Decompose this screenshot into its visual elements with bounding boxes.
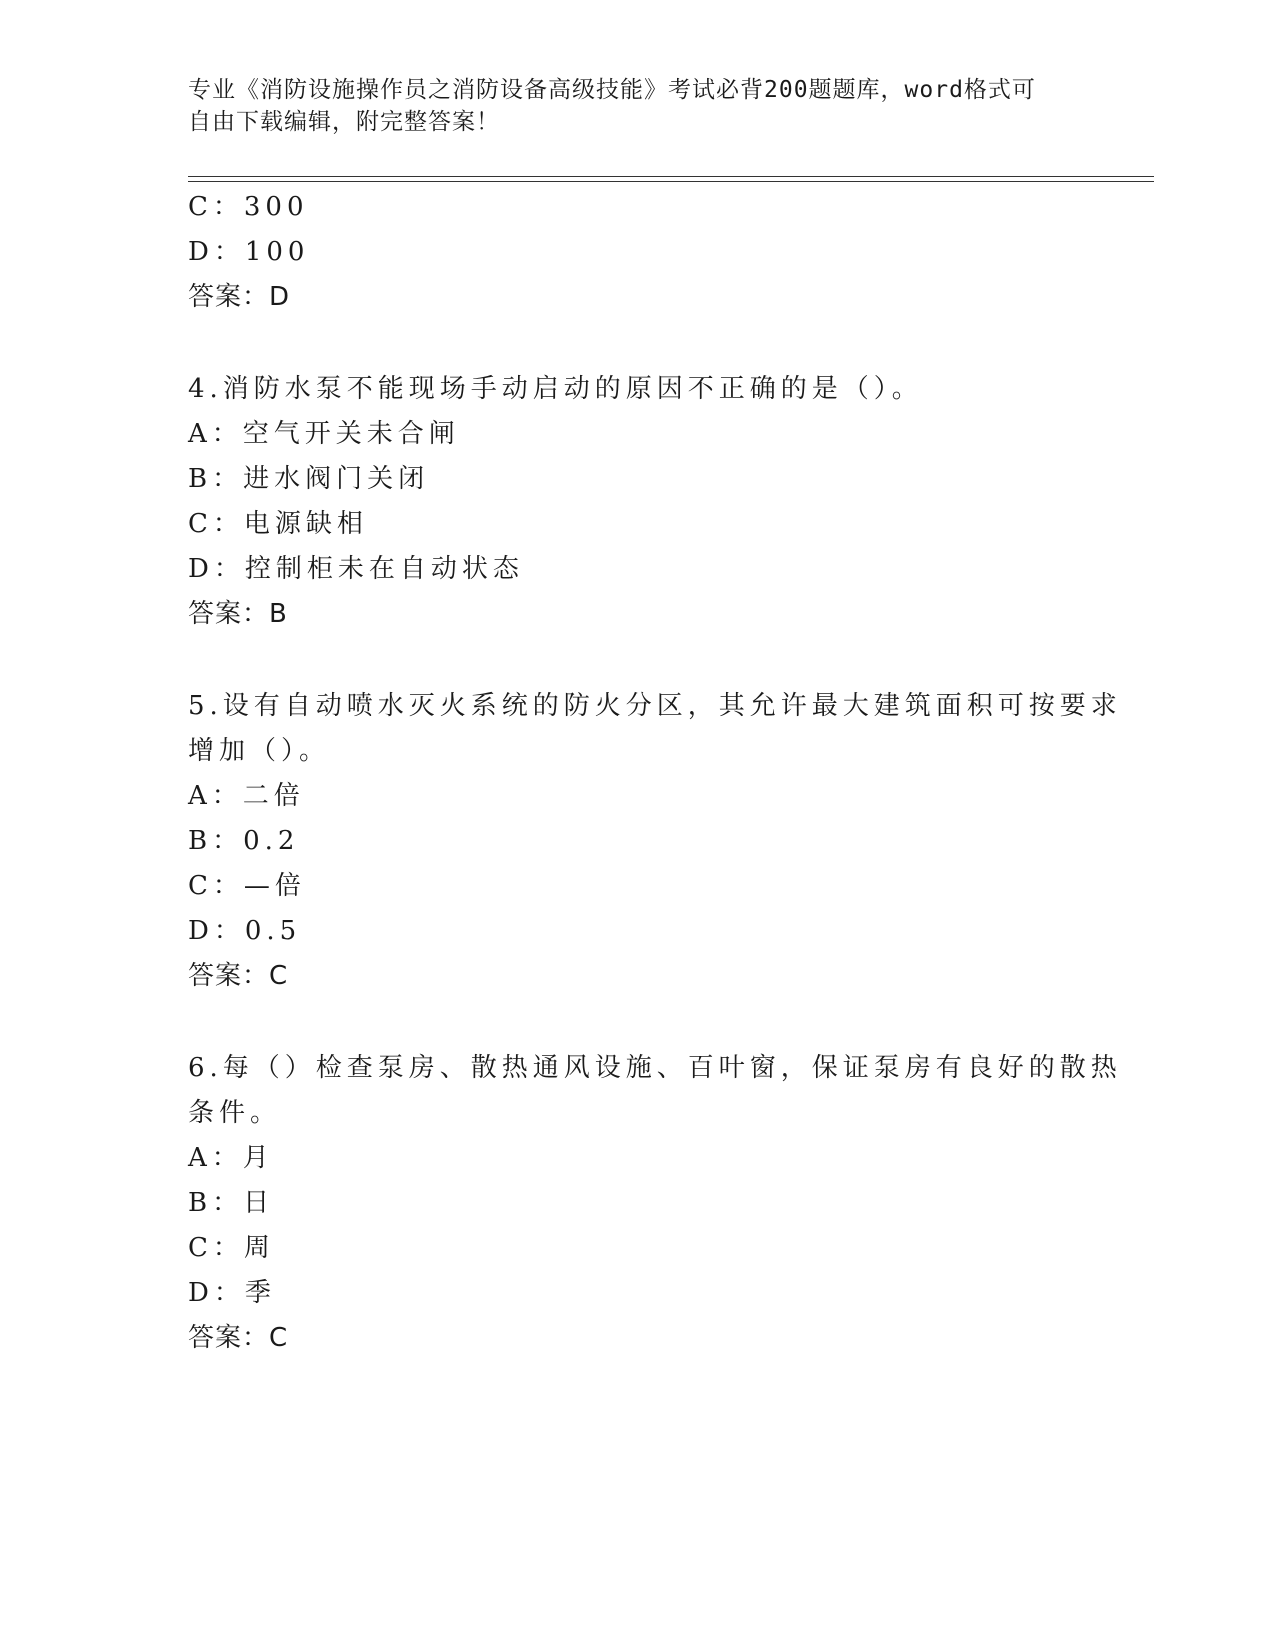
q3-option-d: D：100 xyxy=(188,237,310,267)
q5-question-line-2: 增加（）。 xyxy=(188,736,331,766)
q5-option-d: D：0.5 xyxy=(188,916,302,946)
q5-option-c: C：—倍 xyxy=(188,871,306,901)
q5-question-line-1: 5.设有自动喷水灭火系统的防火分区，其允许最大建筑面积可按要求 xyxy=(188,691,1122,721)
q4-question: 4.消防水泵不能现场手动启动的原因不正确的是（）。 xyxy=(188,374,923,404)
q6-answer: 答案：C xyxy=(188,1323,289,1353)
q5-option-b: B：0.2 xyxy=(188,826,300,856)
q6-option-d: D：季 xyxy=(188,1278,276,1308)
q5-option-a: A：二倍 xyxy=(188,781,305,811)
q4-option-a: A：空气开关未合闸 xyxy=(188,419,460,449)
header-title-line-2: 自由下载编辑，附完整答案！ xyxy=(188,109,500,135)
q3-option-c: C：300 xyxy=(188,192,309,222)
q6-question-line-1: 6.每（）检查泵房、散热通风设施、百叶窗，保证泵房有良好的散热 xyxy=(188,1053,1122,1083)
q6-option-c: C：周 xyxy=(188,1233,275,1263)
header-divider-top xyxy=(188,176,1154,177)
q4-option-d: D：控制柜未在自动状态 xyxy=(188,554,524,584)
q5-answer: 答案：C xyxy=(188,961,289,991)
document-header xyxy=(188,74,1068,138)
q4-option-b: B：进水阀门关闭 xyxy=(188,464,430,494)
q3-answer: 答案：D xyxy=(188,282,291,312)
q6-question-line-2: 条件。 xyxy=(188,1098,282,1128)
q4-option-c: C：电源缺相 xyxy=(188,509,368,539)
header-divider-bottom xyxy=(188,181,1154,182)
q4-answer: 答案：B xyxy=(188,599,288,629)
q6-option-a: A：月 xyxy=(188,1143,274,1173)
header-title-line-1: 专业《消防设施操作员之消防设备高级技能》考试必背200题题库，word格式可 xyxy=(188,77,1036,103)
q6-option-b: B：日 xyxy=(188,1188,275,1218)
